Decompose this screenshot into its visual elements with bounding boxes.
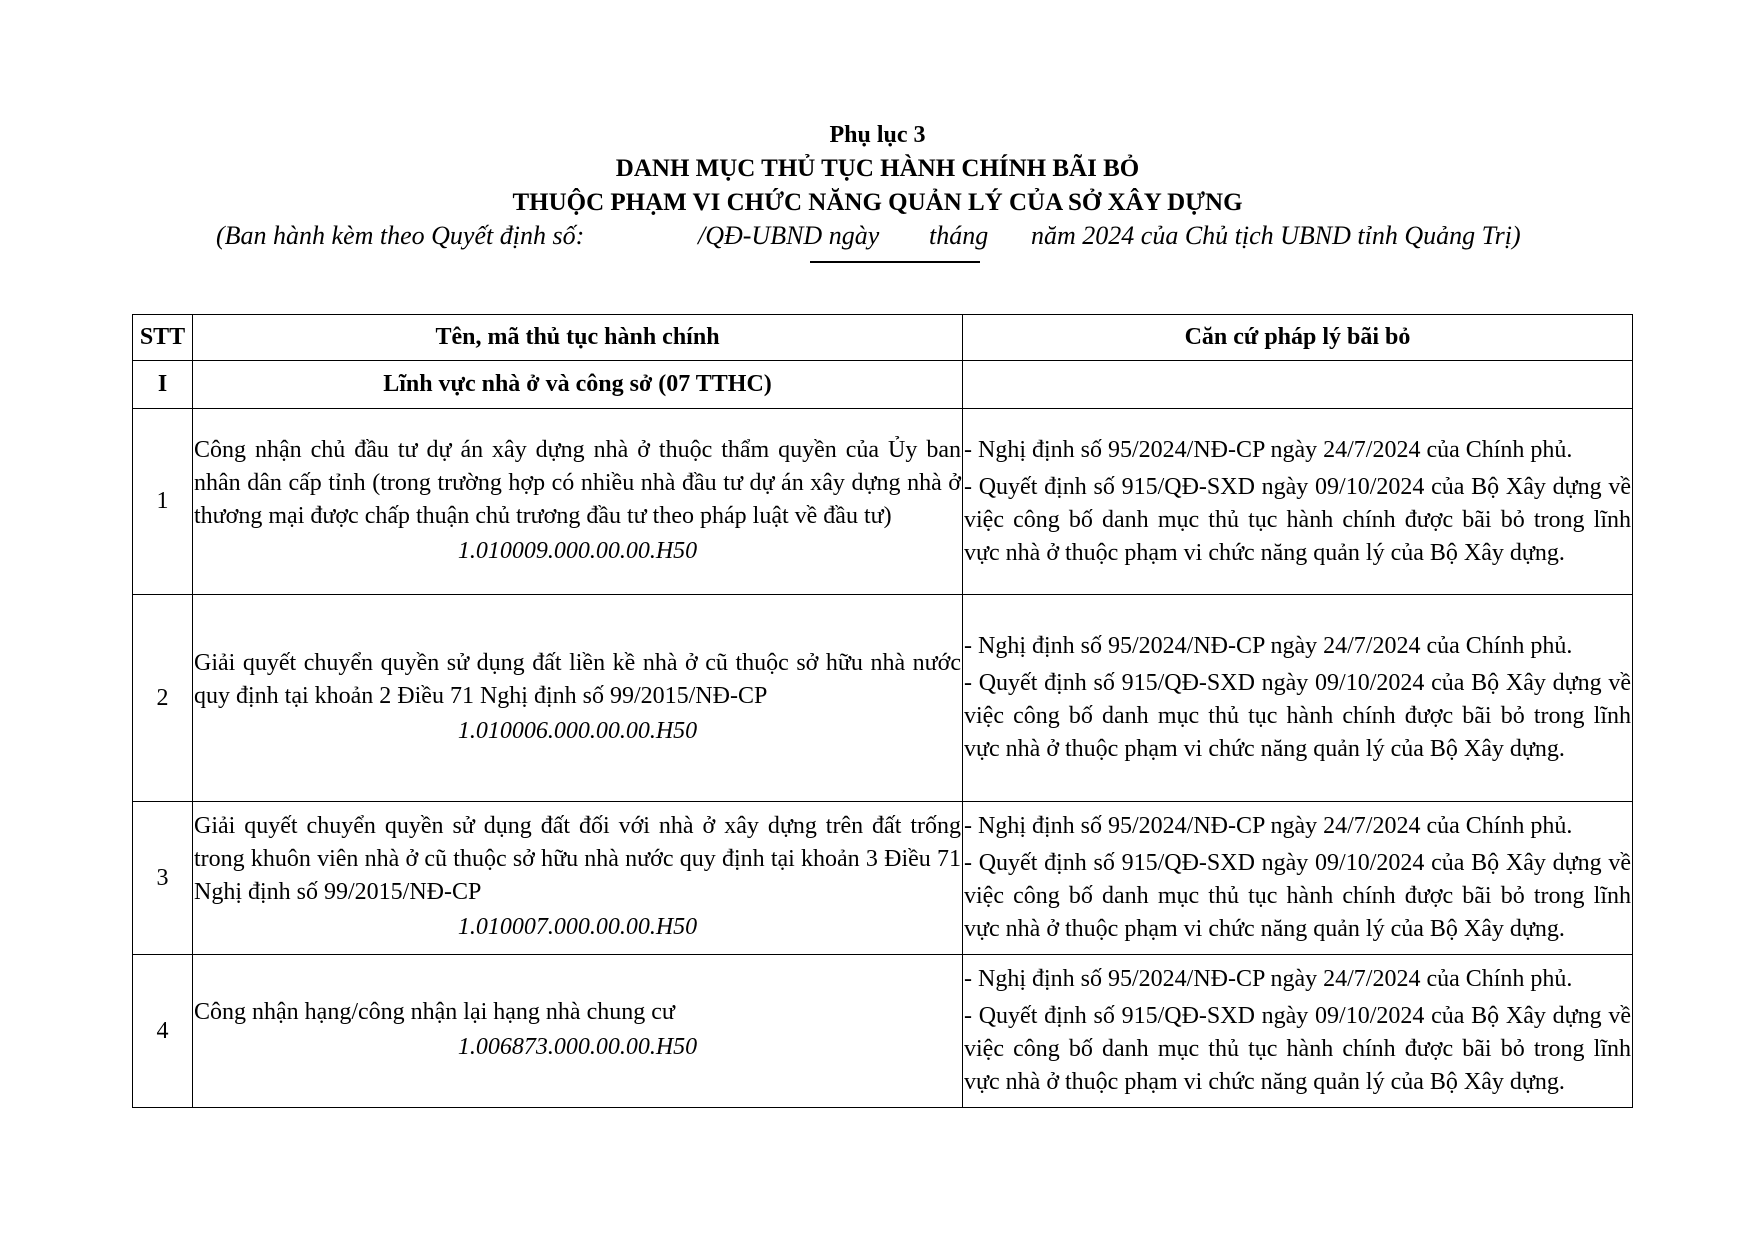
procedure-code: 1.010006.000.00.00.H50 xyxy=(457,717,698,744)
row-legal-basis xyxy=(963,409,1633,595)
section-name: Lĩnh vực nhà ở và công sở (07 TTHC) xyxy=(193,361,963,409)
header-legal: Căn cứ pháp lý bãi bỏ xyxy=(963,315,1633,361)
legal-item-2: - Quyết định số 915/QĐ-SXD ngày 09/10/2024 của Bộ Xây dựng về việc công bố danh mục thủ tục hành chính được bãi bỏ trong lĩnh vực nhà ở thuộc phạm vi chức năng quản lý của Bộ Xây dựng. xyxy=(964,473,1631,566)
procedure-name: Giải quyết chuyển quyền sử dụng đất đối với nhà ở xây dựng trên đất trống trong khuôn viên nhà ở cũ thuộc sở hữu nhà nước quy định tại khoản 3 Điều 71 Nghị định số 99/2015/NĐ-CP xyxy=(194,813,961,905)
table-row xyxy=(133,595,1633,802)
row-legal-basis xyxy=(963,595,1633,802)
row-procedure xyxy=(193,409,963,595)
procedures-table xyxy=(132,314,1633,1108)
procedure-code: 1.010007.000.00.00.H50 xyxy=(457,914,698,940)
subtitle-part-2: /QĐ-UBND ngày xyxy=(698,221,880,250)
header-stt: STT xyxy=(133,315,193,361)
row-legal-basis xyxy=(963,955,1633,1108)
procedure-code: 1.006873.000.00.00.H50 xyxy=(457,1034,698,1060)
legal-item-1: - Nghị định số 95/2024/NĐ-CP ngày 24/7/2024 của Chính phủ. xyxy=(964,966,1573,992)
procedure-name: Giải quyết chuyển quyền sử dụng đất liền kề nhà ở cũ thuộc sở hữu nhà nước quy định tại khoản 2 Điều 71 Nghị định số 99/2015/NĐ-CP xyxy=(194,649,961,709)
section-legal-empty xyxy=(963,361,1633,409)
legal-item-1: - Nghị định số 95/2024/NĐ-CP ngày 24/7/2024 của Chính phủ. xyxy=(964,436,1573,463)
appendix-label: Phụ lục 3 xyxy=(829,122,926,148)
procedure-code: 1.010009.000.00.00.H50 xyxy=(457,537,698,564)
header-underline xyxy=(810,261,980,263)
document-header xyxy=(0,118,1755,220)
legal-item-2: - Quyết định số 915/QĐ-SXD ngày 09/10/2024 của Bộ Xây dựng về việc công bố danh mục thủ tục hành chính được bãi bỏ trong lĩnh vực nhà ở thuộc phạm vi chức năng quản lý của Bộ Xây dựng. xyxy=(964,670,1631,762)
procedure-name: Công nhận chủ đầu tư dự án xây dựng nhà ở thuộc thẩm quyền của Ủy ban nhân dân cấp tỉnh (trong trường hợp có nhiều nhà đầu tư dự án xây dựng nhà ở thương mại được chấp thuận chủ trương đầu tư theo pháp luật về đầu tư) xyxy=(194,436,961,529)
row-stt: 4 xyxy=(133,955,193,1108)
legal-item-1: - Nghị định số 95/2024/NĐ-CP ngày 24/7/2024 của Chính phủ. xyxy=(964,633,1573,659)
subtitle-part-1: (Ban hành kèm theo Quyết định số: xyxy=(216,221,585,250)
table-header-row xyxy=(133,315,1633,361)
table-row xyxy=(133,955,1633,1108)
subtitle-part-4: năm 2024 của Chủ tịch UBND tỉnh Quảng Trị) xyxy=(1031,221,1521,250)
legal-item-2: - Quyết định số 915/QĐ-SXD ngày 09/10/2024 của Bộ Xây dựng về việc công bố danh mục thủ tục hành chính được bãi bỏ trong lĩnh vực nhà ở thuộc phạm vi chức năng quản lý của Bộ Xây dựng. xyxy=(964,1003,1631,1095)
table-row xyxy=(133,802,1633,955)
title-line-1: DANH MỤC THỦ TỤC HÀNH CHÍNH BÃI BỎ xyxy=(615,155,1140,182)
row-stt: 2 xyxy=(133,595,193,802)
row-procedure xyxy=(193,802,963,955)
section-stt: I xyxy=(133,361,193,409)
header-name: Tên, mã thủ tục hành chính xyxy=(193,315,963,361)
legal-item-1: - Nghị định số 95/2024/NĐ-CP ngày 24/7/2024 của Chính phủ. xyxy=(964,813,1573,839)
section-row xyxy=(133,361,1633,409)
table-row xyxy=(133,409,1633,595)
legal-item-2: - Quyết định số 915/QĐ-SXD ngày 09/10/2024 của Bộ Xây dựng về việc công bố danh mục thủ tục hành chính được bãi bỏ trong lĩnh vực nhà ở thuộc phạm vi chức năng quản lý của Bộ Xây dựng. xyxy=(964,850,1631,942)
row-procedure xyxy=(193,955,963,1108)
row-legal-basis xyxy=(963,802,1633,955)
row-stt: 1 xyxy=(133,409,193,595)
procedure-name: Công nhận hạng/công nhận lại hạng nhà chung cư xyxy=(194,999,675,1025)
row-stt: 3 xyxy=(133,802,193,955)
title-line-2: THUỘC PHẠM VI CHỨC NĂNG QUẢN LÝ CỦA SỞ XÂY DỰNG xyxy=(512,189,1243,216)
subtitle-part-3: tháng xyxy=(929,221,989,250)
row-procedure xyxy=(193,595,963,802)
